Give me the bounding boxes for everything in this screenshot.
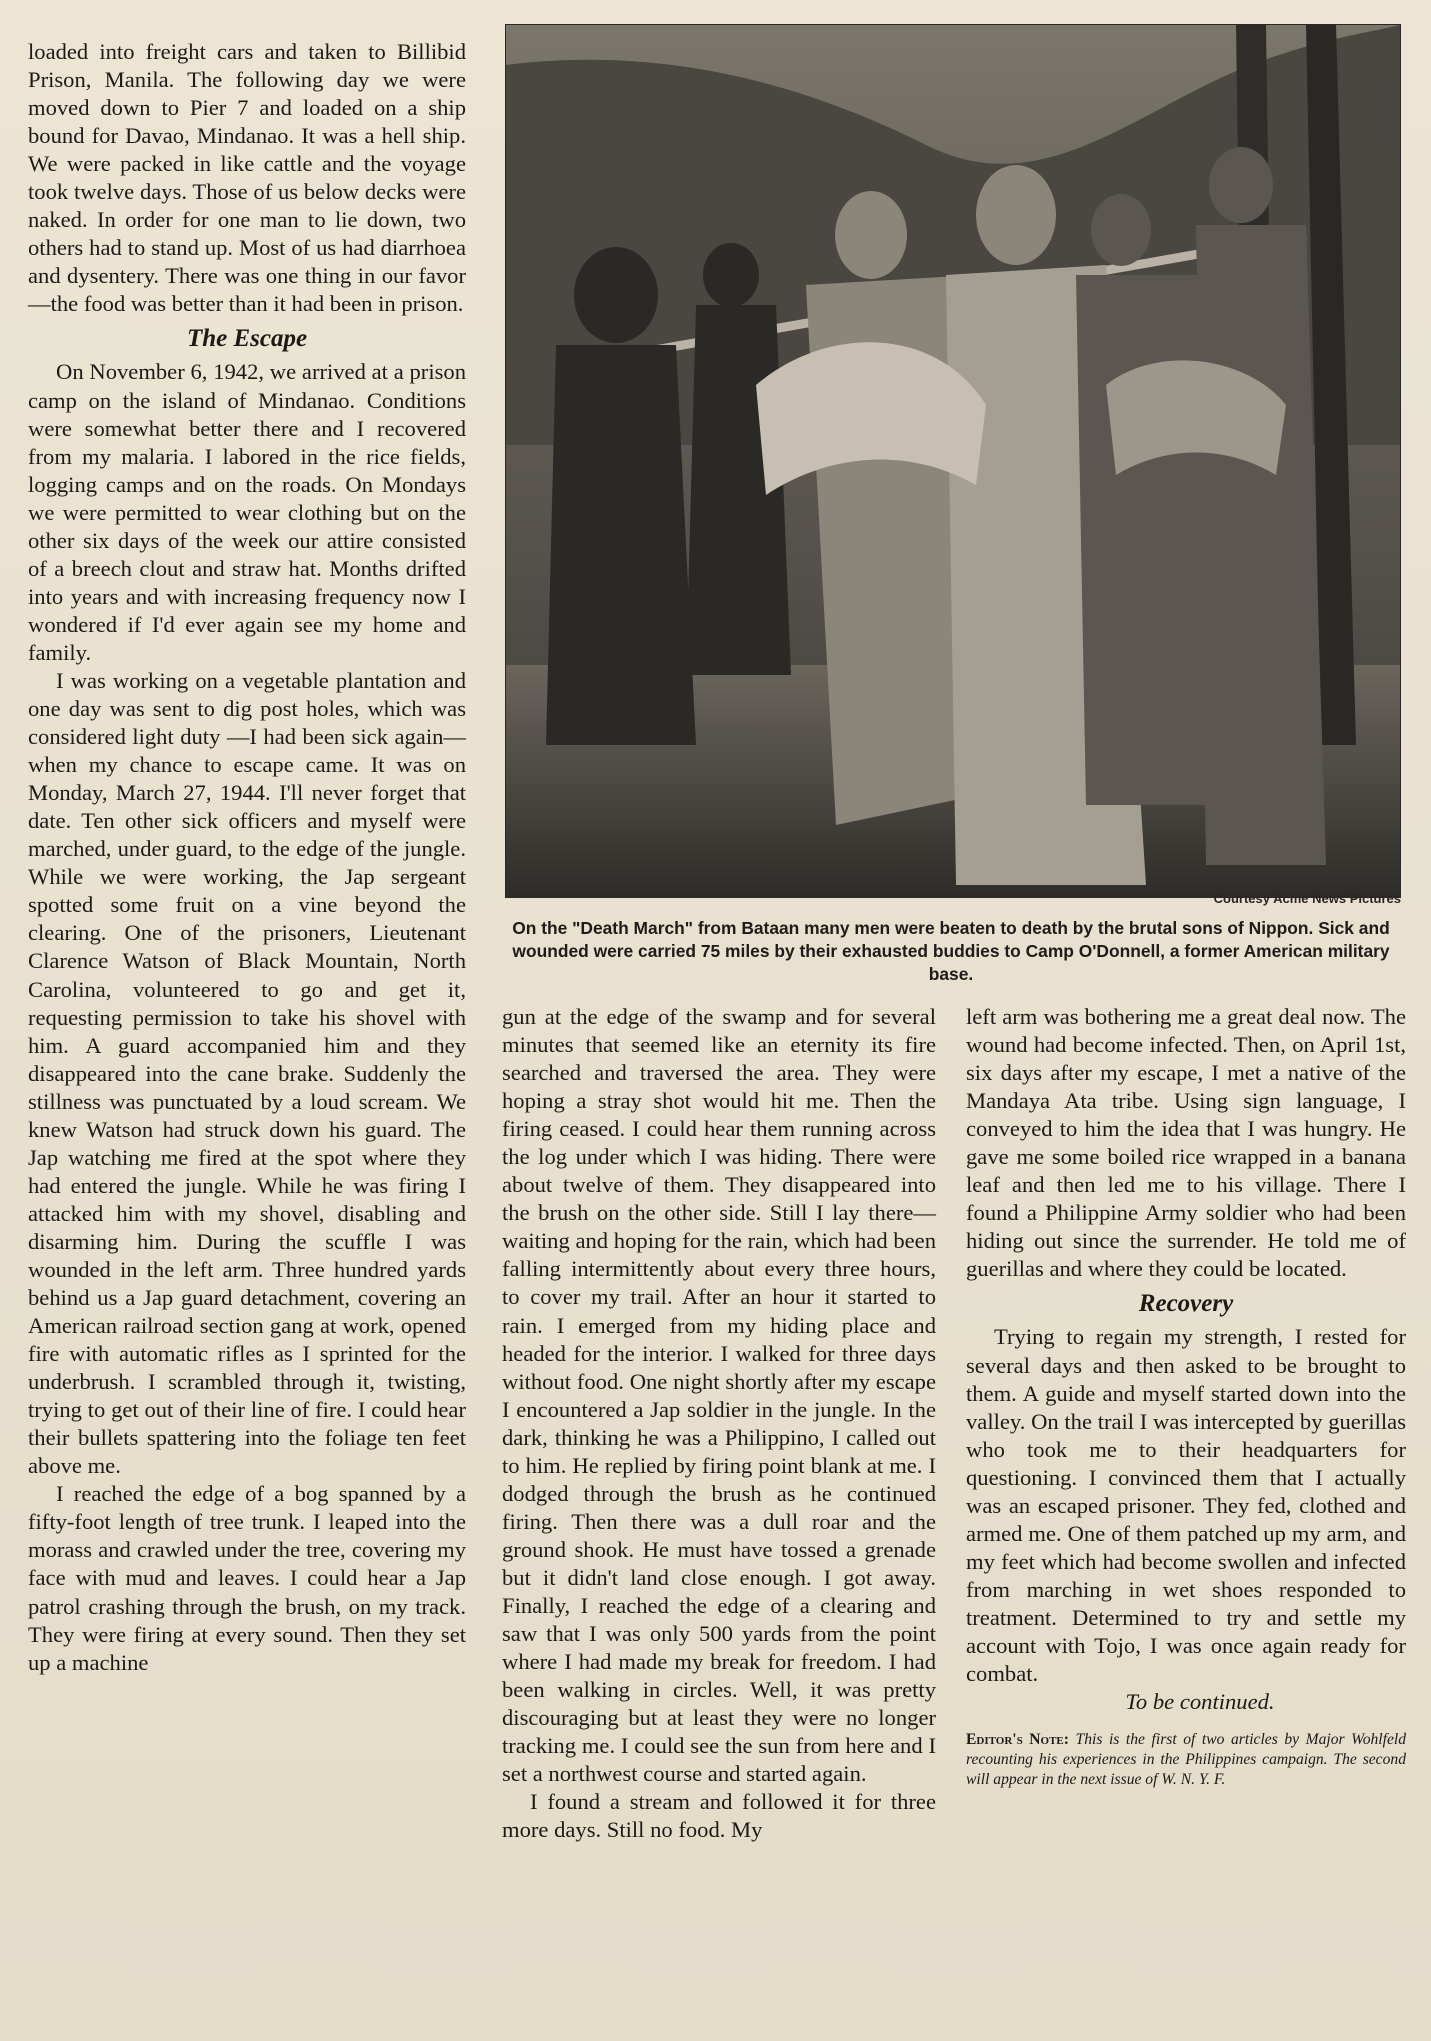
article-column-1 <box>28 38 466 1677</box>
paragraph: loaded into freight cars and taken to Billibid Prison, Manila. The following day we were moved down to Pier 7 and loaded on a ship bound for Davao, Mindanao. It was a hell ship. We were packed in like cattle and the voyage took twelve days. Those of us below decks were naked. In order for one man to lie down, two others had to stand up. Most of us had diarrhoea and dysentery. There was one thing in our favor—the food was better than it had been in prison. <box>28 39 466 317</box>
paragraph: gun at the edge of the swamp and for several minutes that seemed like an eternity its fire searched and traversed the area. They were hoping a stray shot would hit me. Then the firing ceased. I could hear them running across the log under which I was hiding. There were about twelve of them. They disappeared into the brush on the other side. Still I lay there—waiting and hoping for the rain, which had been falling intermittently about every three hours, to cover my trail. After an hour it started to rain. I emerged from my hiding place and headed for the interior. I walked for three days without food. One night shortly after my escape I encountered a Jap soldier in the jungle. In the dark, thinking he was a Philippino, I called out to him. He replied by firing point blank at me. I dodged through the brush as he continued firing. Then there was a dull roar and the ground shook. He must have tossed a grenade but it didn't land close enough. I got away. Finally, I reached the edge of a clearing and saw that I was only 500 yards from the point where I had made my break for freedom. I had been walking in circles. Well, it was pretty discouraging but at least they were no longer tracking me. I could see the sun from here and I set a northwest course and started again. <box>502 1004 936 1787</box>
paragraph: I found a stream and followed it for three more days. Still no food. My <box>502 1789 936 1843</box>
death-march-photo <box>505 24 1401 898</box>
photo-credit: Courtesy Acme News Pictures <box>1213 891 1401 906</box>
editors-note <box>966 1730 1406 1790</box>
article-column-3 <box>966 1003 1406 1790</box>
paragraph: On November 6, 1942, we arrived at a prison camp on the island of Mindanao. Conditions were somewhat better there and I recovered from my malaria. I labored in the rice fields, logging camps and on the roads. On Mondays we were permitted to wear clothing but on the other six days of the week our attire consisted of a breech clout and straw hat. Months drifted into years and with increasing frequency now I wondered if I'd ever again see my home and family. <box>28 359 466 665</box>
editors-note-text: This is the first of two articles by Major Wohlfeld recounting his experiences in the Philippines campaign. The second will appear in the next issue of W. N. Y. F. <box>966 1731 1407 1789</box>
photo-illustration <box>506 25 1400 897</box>
paragraph: left arm was bothering me a great deal now. The wound had become infected. Then, on April 1st, six days after my escape, I met a native of the Mandaya Ata tribe. Using sign language, I conveyed to him the idea that I was hungry. He gave me some boiled rice wrapped in a banana leaf and then led me to his village. There I found a Philippine Army soldier who had been hiding out since the surrender. He told me of guerillas and where they could be located. <box>966 1004 1406 1282</box>
editors-note-label: Editor's Note: <box>966 1731 1069 1749</box>
section-heading-escape: The Escape <box>186 325 308 353</box>
to-be-continued: To be continued. <box>1125 1689 1275 1715</box>
paragraph: I reached the edge of a bog spanned by a fifty-foot length of tree trunk. I leaped into the morass and crawled under the tree, covering my face with mud and leaves. I could hear a Jap patrol crashing through the brush, on my track. They were firing at every sound. Then they set up a machine <box>28 1481 466 1675</box>
article-column-2 <box>502 1003 936 1844</box>
photo-caption: On the "Death March" from Bataan many men were beaten to death by the brutal sons of Nippon. Sick and wounded were carried 75 miles by their exhausted buddies to Camp O'Donnell, a former American military base. <box>512 918 1390 984</box>
paragraph: I was working on a vegetable plantation and one day was sent to dig post holes, which was considered light duty —I had been sick again—when my chance to escape came. It was on Monday, March 27, 1944. I'll never forget that date. Ten other sick officers and myself were marched, under guard, to the edge of the jungle. While we were working, the Jap sergeant spotted some fruit on a vine beyond the clearing. One of the prisoners, Lieutenant Clarence Watson of Black Mountain, North Carolina, volunteered to go and get it, requesting permission to take his shovel with him. A guard accompanied him and they disappeared into the cane brake. Suddenly the stillness was punctuated by a loud scream. We knew Watson had struck down his guard. The Jap watching me fired at the spot where they had entered the jungle. While he was firing I attacked him with my shovel, disabling and disarming him. During the scuffle I was wounded in the left arm. Three hundred yards behind us a Jap guard detachment, covering an American railroad section gang at work, opened fire with automatic rifles as I sprinted for the underbrush. I scrambled through it, twisting, trying to get out of their line of fire. I could hear their bullets spattering into the foliage ten feet above me. <box>28 667 466 1479</box>
section-heading-recovery: Recovery <box>1138 1290 1234 1318</box>
paragraph: Trying to regain my strength, I rested for several days and then asked to be brought to them. A guide and myself started down into the valley. On the trail I was intercepted by guerillas who took me to their headquarters for questioning. I convinced them that I actually was an escaped prisoner. They fed, clothed and armed me. One of them patched up my arm, and my feet which had become swollen and infected from marching in wet shoes responded to treatment. Determined to try and settle my account with Tojo, I was once again ready for combat. <box>966 1324 1406 1687</box>
